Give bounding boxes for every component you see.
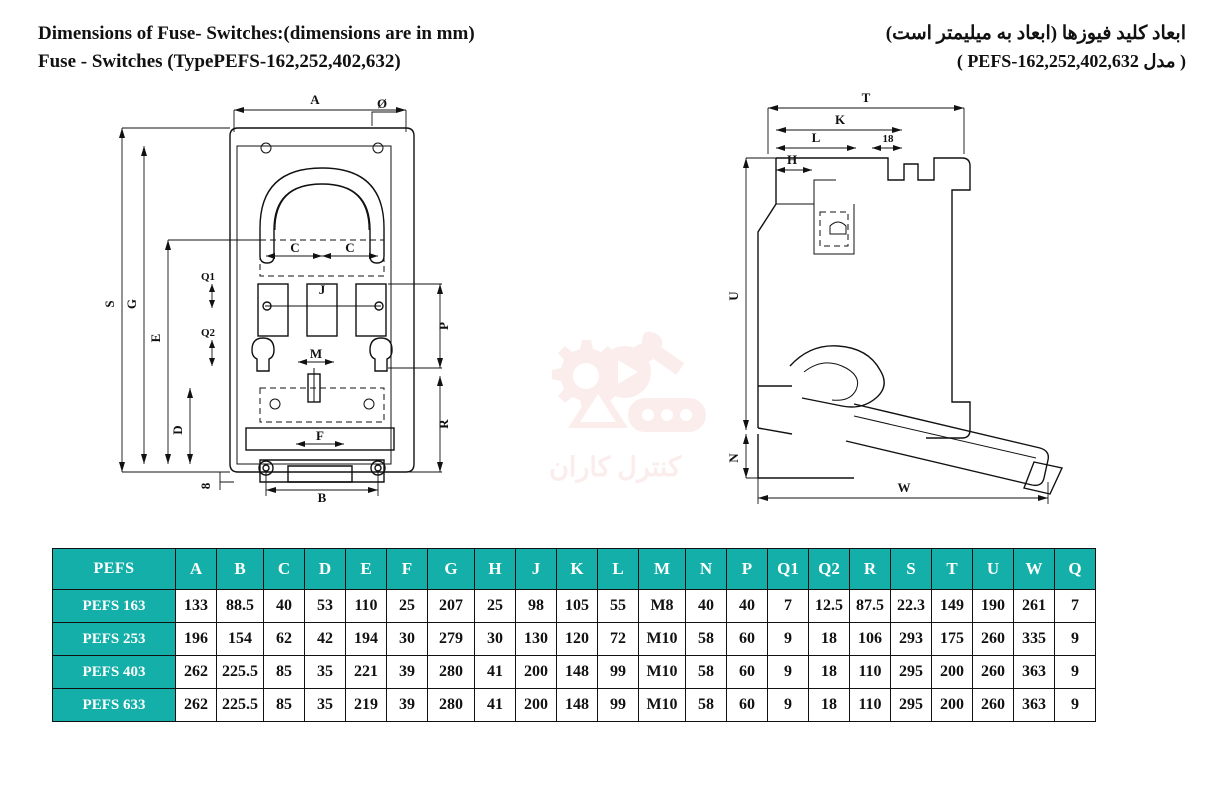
cell: 225.5: [217, 689, 264, 722]
table-header-row: [53, 549, 1096, 590]
column-header-B: B: [217, 549, 264, 590]
dim-label-Q1: Q1: [200, 271, 216, 283]
cell: 262: [176, 656, 217, 689]
cell: 279: [428, 623, 475, 656]
page-title-right: [886, 20, 1186, 74]
row-label: PEFS 163: [53, 590, 176, 623]
table-head: [53, 549, 1096, 590]
cell: 200: [516, 656, 557, 689]
cell: 260: [973, 656, 1014, 689]
cell: 58: [686, 689, 727, 722]
cell: 106: [850, 623, 891, 656]
cell: 110: [346, 590, 387, 623]
dim-label-diameter: Ø: [376, 96, 388, 111]
cell: 148: [557, 689, 598, 722]
cell: 60: [727, 623, 768, 656]
cell: 9: [768, 689, 809, 722]
cell: 261: [1014, 590, 1055, 623]
cell: 148: [557, 656, 598, 689]
dim-label-E: E: [148, 333, 163, 343]
column-header-E: E: [346, 549, 387, 590]
cell: M8: [639, 590, 686, 623]
cell: 99: [598, 656, 639, 689]
dim-label-S: S: [102, 300, 117, 308]
cell: 25: [387, 590, 428, 623]
cell: 295: [891, 689, 932, 722]
cell: 200: [932, 689, 973, 722]
cell: 130: [516, 623, 557, 656]
cell: 219: [346, 689, 387, 722]
cell: 120: [557, 623, 598, 656]
dim-label-D: D: [170, 425, 185, 435]
cell: 88.5: [217, 590, 264, 623]
title-right-line1: ابعاد کلید فیوزها (ابعاد به میلیمتر است): [885, 23, 1186, 44]
cell: 62: [264, 623, 305, 656]
column-header-L: L: [598, 549, 639, 590]
cell: 41: [475, 689, 516, 722]
cell: 85: [264, 656, 305, 689]
dim-label-R: R: [436, 419, 451, 429]
table-row: [53, 590, 1096, 623]
title-left-line2: Fuse - Switches (TypePEFS-162,252,402,632): [38, 50, 401, 72]
side-view-drawing: [726, 86, 1200, 526]
cell: 194: [346, 623, 387, 656]
cell: 225.5: [217, 656, 264, 689]
title-left-line1: Dimensions of Fuse- Switches:(dimensions are in mm): [38, 23, 475, 44]
cell: 87.5: [850, 590, 891, 623]
cell: 363: [1014, 689, 1055, 722]
cell: 200: [516, 689, 557, 722]
column-header-Q2: Q2: [809, 549, 850, 590]
cell: 30: [387, 623, 428, 656]
watermark-text: کنترل کاران: [549, 452, 681, 482]
dim-label-P: P: [436, 322, 451, 330]
column-header-J: J: [516, 549, 557, 590]
cell: 295: [891, 656, 932, 689]
cell: 12.5: [809, 590, 850, 623]
cell: 221: [346, 656, 387, 689]
title-right-line2: ( مدل PEFS-162,252,402,632 ): [956, 50, 1186, 71]
cell: 293: [891, 623, 932, 656]
cell: 149: [932, 590, 973, 623]
dim-label-8: 8: [198, 482, 213, 490]
cell: 262: [176, 689, 217, 722]
dim-label-N: N: [726, 453, 741, 463]
column-header-F: F: [387, 549, 428, 590]
cell: 41: [475, 656, 516, 689]
dim-label-18: 18: [882, 133, 894, 145]
dim-label-C1: C: [290, 240, 300, 255]
cell: 207: [428, 590, 475, 623]
cell: 85: [264, 689, 305, 722]
cell: 190: [973, 590, 1014, 623]
dim-label-H: H: [786, 152, 798, 167]
cell: 9: [1055, 656, 1096, 689]
cell: 133: [176, 590, 217, 623]
cell: 260: [973, 623, 1014, 656]
cell: 42: [305, 623, 346, 656]
column-header-M: M: [639, 549, 686, 590]
dim-label-C2: C: [345, 240, 355, 255]
cell: 18: [809, 623, 850, 656]
cell: 9: [768, 623, 809, 656]
cell: 363: [1014, 656, 1055, 689]
cell: 280: [428, 689, 475, 722]
table-row: [53, 656, 1096, 689]
column-header-pefs: PEFS: [53, 549, 176, 590]
cell: 25: [475, 590, 516, 623]
cell: 9: [1055, 623, 1096, 656]
cell: 9: [1055, 689, 1096, 722]
column-header-U: U: [973, 549, 1014, 590]
cell: 280: [428, 656, 475, 689]
column-header-W: W: [1014, 549, 1055, 590]
cell: 335: [1014, 623, 1055, 656]
dim-label-B: B: [317, 490, 327, 505]
page-title-left: [38, 20, 475, 75]
cell: 60: [727, 689, 768, 722]
cell: 72: [598, 623, 639, 656]
cell: 154: [217, 623, 264, 656]
cell: M10: [639, 656, 686, 689]
cell: 40: [686, 590, 727, 623]
row-label: PEFS 403: [53, 656, 176, 689]
cell: 40: [264, 590, 305, 623]
dim-label-Q2: Q2: [200, 327, 216, 339]
cell: 260: [973, 689, 1014, 722]
dim-label-W: W: [897, 480, 911, 495]
cell: 7: [768, 590, 809, 623]
cell: 35: [305, 689, 346, 722]
cell: 40: [727, 590, 768, 623]
column-header-D: D: [305, 549, 346, 590]
dimensions-table-wrapper: [52, 548, 1096, 722]
cell: 60: [727, 656, 768, 689]
row-label: PEFS 253: [53, 623, 176, 656]
dim-label-L: L: [811, 130, 821, 145]
column-header-P: P: [727, 549, 768, 590]
cell: M10: [639, 689, 686, 722]
cell: 110: [850, 656, 891, 689]
column-header-S: S: [891, 549, 932, 590]
dim-label-J: J: [318, 282, 326, 297]
cell: 58: [686, 656, 727, 689]
row-label: PEFS 633: [53, 689, 176, 722]
cell: M10: [639, 623, 686, 656]
cell: 18: [809, 689, 850, 722]
cell: 55: [598, 590, 639, 623]
column-header-A: A: [176, 549, 217, 590]
cell: 9: [768, 656, 809, 689]
dim-label-K: K: [834, 112, 846, 127]
column-header-Q: Q: [1055, 549, 1096, 590]
column-header-G: G: [428, 549, 475, 590]
cell: 39: [387, 656, 428, 689]
cell: 58: [686, 623, 727, 656]
column-header-K: K: [557, 549, 598, 590]
dim-label-F: F: [316, 428, 324, 443]
column-header-N: N: [686, 549, 727, 590]
table-row: [53, 623, 1096, 656]
cell: 35: [305, 656, 346, 689]
table-body: [53, 590, 1096, 722]
table-row: [53, 689, 1096, 722]
cell: 196: [176, 623, 217, 656]
cell: 105: [557, 590, 598, 623]
cell: 18: [809, 656, 850, 689]
column-header-T: T: [932, 549, 973, 590]
cell: 175: [932, 623, 973, 656]
dim-label-U: U: [726, 291, 741, 301]
cell: 200: [932, 656, 973, 689]
column-header-C: C: [264, 549, 305, 590]
cell: 30: [475, 623, 516, 656]
dim-label-G: G: [124, 298, 139, 310]
watermark-logo: [500, 280, 730, 530]
cell: 22.3: [891, 590, 932, 623]
dim-label-T: T: [861, 90, 871, 105]
column-header-Q1: Q1: [768, 549, 809, 590]
front-view-drawing: [100, 88, 490, 518]
cell: 53: [305, 590, 346, 623]
cell: 98: [516, 590, 557, 623]
column-header-H: H: [475, 549, 516, 590]
dimensions-table: [52, 548, 1096, 722]
cell: 99: [598, 689, 639, 722]
dim-label-A: A: [310, 92, 320, 107]
cell: 7: [1055, 590, 1096, 623]
cell: 39: [387, 689, 428, 722]
column-header-R: R: [850, 549, 891, 590]
dim-label-M: M: [309, 346, 323, 361]
cell: 110: [850, 689, 891, 722]
